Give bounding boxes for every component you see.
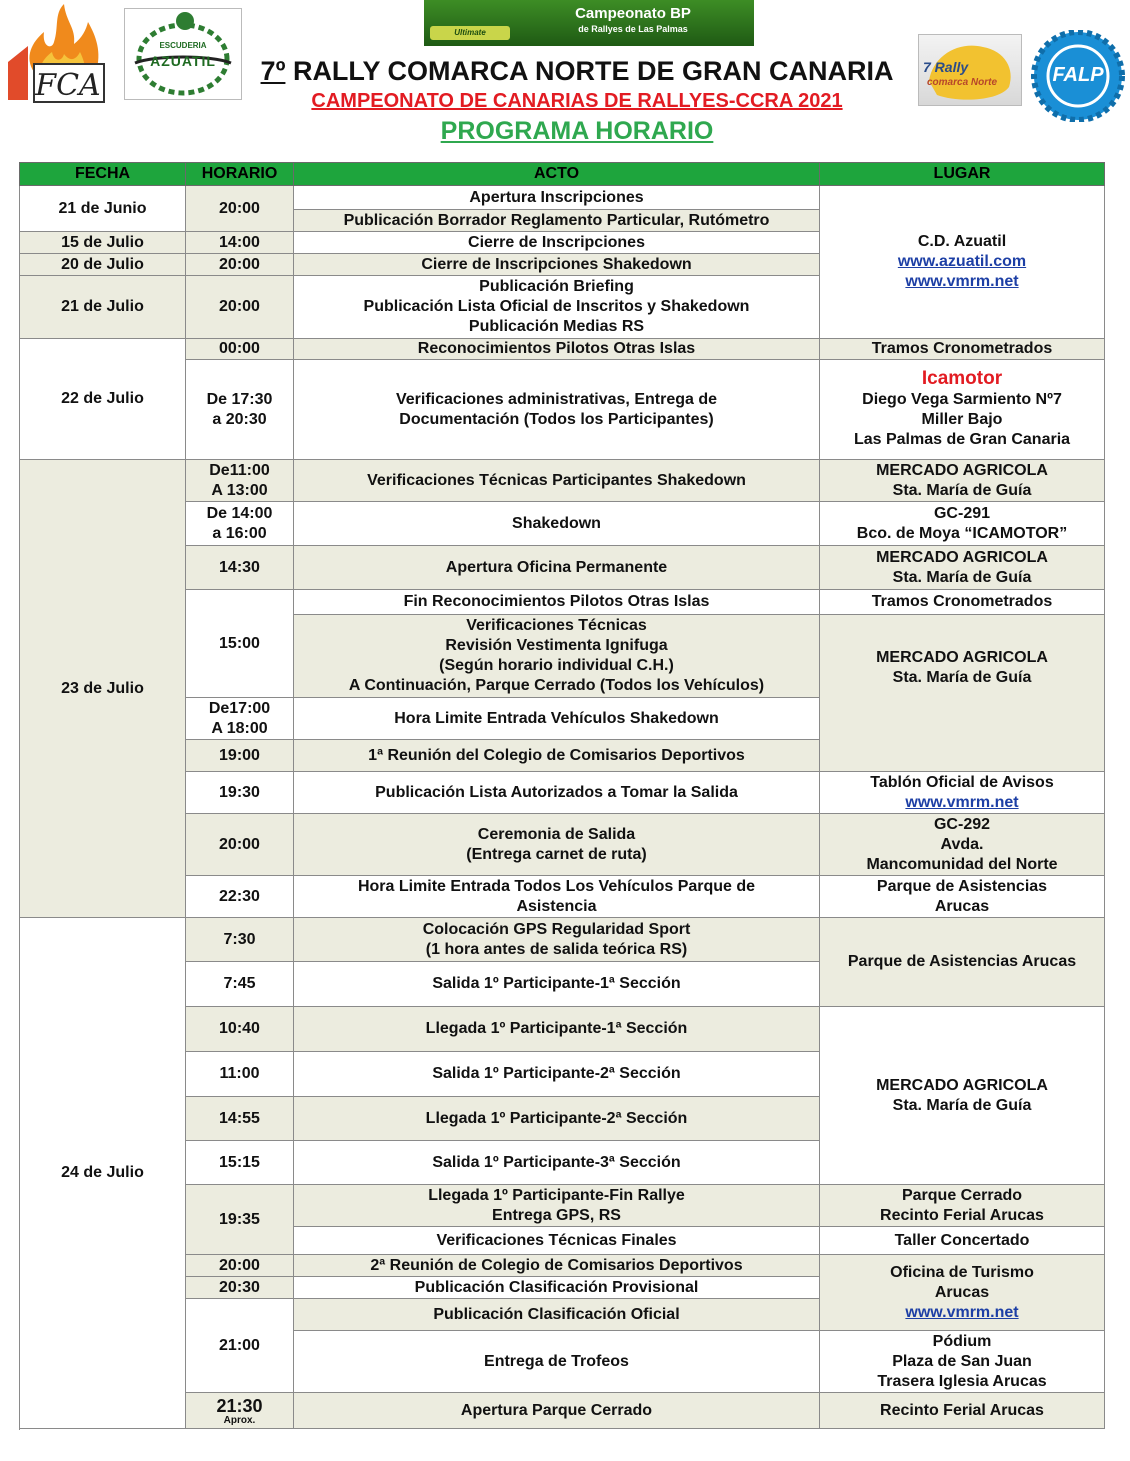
acto-cell: Salida 1º Participante-1ª Sección bbox=[294, 962, 820, 1007]
acto-cell: Apertura Oficina Permanente bbox=[294, 546, 820, 590]
lugar-cell: Taller Concertado bbox=[820, 1227, 1105, 1255]
lugar-cell bbox=[820, 186, 1105, 339]
escuderia-azuatil-logo bbox=[124, 8, 242, 100]
lugar-line: Arucas bbox=[934, 897, 990, 915]
vmrm-link[interactable]: www.vmrm.net bbox=[905, 1303, 1019, 1321]
table-row bbox=[20, 186, 1105, 210]
lugar-cell bbox=[820, 360, 1105, 460]
falp-logo-text: FALP bbox=[1052, 64, 1104, 86]
lugar-line: Plaza de San Juan bbox=[892, 1352, 1032, 1370]
lugar-line: MERCADO AGRICOLA bbox=[876, 461, 1048, 479]
acto-cell bbox=[294, 615, 820, 698]
lugar-line: Parque de Asistencias bbox=[876, 877, 1048, 895]
horario-line: A 18:00 bbox=[211, 719, 268, 737]
header-lugar: LUGAR bbox=[820, 163, 1105, 186]
lugar-cell: Recinto Ferial Arucas bbox=[820, 1393, 1105, 1429]
acto-cell: Entrega de Trofeos bbox=[294, 1331, 820, 1393]
falp-logo bbox=[1030, 30, 1126, 122]
lugar-line: Sta. María de Guía bbox=[892, 1096, 1032, 1114]
acto-cell: Cierre de Inscripciones bbox=[294, 232, 820, 254]
horario-cell: 20:00 bbox=[186, 186, 294, 232]
rally7-logo-subtitle: comarca Norte bbox=[927, 77, 998, 88]
acto-cell: Publicación Borrador Reglamento Particular, Rutómetro bbox=[294, 210, 820, 232]
horario-line: A 13:00 bbox=[211, 481, 268, 499]
svg-text:FCA: FCA bbox=[35, 68, 101, 103]
lugar-line: Parque Cerrado bbox=[901, 1186, 1023, 1204]
lugar-line: MERCADO AGRICOLA bbox=[876, 1076, 1048, 1094]
azuatil-escuderia-text: ESCUDERIA bbox=[159, 41, 207, 50]
acto-cell: Hora Limite Entrada Vehículos Shakedown bbox=[294, 698, 820, 740]
acto-cell: Fin Reconocimientos Pilotos Otras Islas bbox=[294, 590, 820, 615]
horario-cell: 19:00 bbox=[186, 740, 294, 772]
lugar-cell: Parque de Asistencias Arucas bbox=[820, 918, 1105, 1007]
lugar-line: Pódium bbox=[932, 1332, 992, 1350]
horario-cell bbox=[186, 360, 294, 460]
horario-cell: 21:00 bbox=[186, 1299, 294, 1393]
horario-cell: 22:30 bbox=[186, 876, 294, 918]
header-fecha: FECHA bbox=[20, 163, 186, 186]
horario-cell: 14:55 bbox=[186, 1097, 294, 1141]
header-acto: ACTO bbox=[294, 163, 820, 186]
horario-cell: 20:30 bbox=[186, 1277, 294, 1299]
acto-cell: 2ª Reunión de Colegio de Comisarios Deportivos bbox=[294, 1255, 820, 1277]
acto-line: (Según horario individual C.H.) bbox=[439, 657, 674, 674]
horario-line: De 17:30 bbox=[206, 390, 273, 408]
horario-cell: 11:00 bbox=[186, 1052, 294, 1097]
acto-cell: Verificaciones Técnicas Finales bbox=[294, 1227, 820, 1255]
lugar-line: Miller Bajo bbox=[921, 411, 1003, 428]
horario-cell: 19:35 bbox=[186, 1185, 294, 1255]
lugar-cell: Tramos Cronometrados bbox=[820, 590, 1105, 615]
horario-note: Aprox. bbox=[223, 1414, 256, 1426]
horario-cell: 15:00 bbox=[186, 590, 294, 698]
lugar-line: Recinto Ferial Arucas bbox=[880, 1206, 1044, 1224]
acto-cell: Publicación Clasificación Oficial bbox=[294, 1299, 820, 1331]
vmrm-link[interactable]: www.vmrm.net bbox=[905, 793, 1019, 811]
horario-cell: 20:00 bbox=[186, 254, 294, 276]
acto-line: Asistencia bbox=[516, 897, 597, 915]
acto-line: Revisión Vestimenta Ignifuga bbox=[445, 637, 668, 654]
acto-cell: Apertura Parque Cerrado bbox=[294, 1393, 820, 1429]
lugar-cell bbox=[820, 814, 1105, 876]
acto-cell bbox=[294, 814, 820, 876]
table-header-row bbox=[20, 163, 1105, 186]
acto-cell bbox=[294, 876, 820, 918]
bp-logo-title: Campeonato BP bbox=[575, 5, 691, 22]
acto-cell: Verificaciones Técnicas Participantes Shakedown bbox=[294, 460, 820, 502]
lugar-line: Bco. de Moya “ICAMOTOR” bbox=[856, 524, 1068, 542]
lugar-cell bbox=[820, 1007, 1105, 1185]
acto-cell: Shakedown bbox=[294, 502, 820, 546]
lugar-line: Arucas bbox=[934, 1283, 990, 1301]
lugar-cell bbox=[820, 502, 1105, 546]
schedule-table bbox=[19, 162, 1105, 1429]
fecha-cell: 21 de Junio bbox=[20, 186, 186, 232]
lugar-cell bbox=[820, 615, 1105, 772]
program-heading: PROGRAMA HORARIO bbox=[440, 117, 714, 145]
table-row bbox=[20, 460, 1105, 502]
header-horario: HORARIO bbox=[186, 163, 294, 186]
acto-line: Ceremonia de Salida bbox=[477, 825, 636, 843]
lugar-line: GC-291 bbox=[933, 504, 991, 522]
acto-line: Hora Limite Entrada Todos Los Vehículos Parque de bbox=[357, 877, 756, 895]
fecha-cell: 24 de Julio bbox=[20, 918, 186, 1429]
rally-title-number: 7º bbox=[260, 56, 286, 86]
lugar-line: Las Palmas de Gran Canaria bbox=[853, 431, 1071, 448]
acto-cell: Cierre de Inscripciones Shakedown bbox=[294, 254, 820, 276]
lugar-line: Sta. María de Guía bbox=[892, 481, 1032, 499]
bp-logo-subtitle: de Rallyes de Las Palmas bbox=[578, 24, 688, 34]
horario-cell: 20:00 bbox=[186, 276, 294, 339]
lugar-line: Sta. María de Guía bbox=[892, 568, 1032, 586]
lugar-line: MERCADO AGRICOLA bbox=[876, 548, 1048, 566]
lugar-cell bbox=[820, 460, 1105, 502]
acto-cell: Salida 1º Participante-2ª Sección bbox=[294, 1052, 820, 1097]
lugar-line: Sta. María de Guía bbox=[892, 669, 1032, 686]
lugar-line: C.D. Azuatil bbox=[917, 233, 1007, 250]
acto-cell bbox=[294, 1185, 820, 1227]
acto-line: (Entrega carnet de ruta) bbox=[466, 845, 647, 863]
horario-line: De11:00 bbox=[209, 461, 270, 479]
horario-line: a 16:00 bbox=[212, 524, 267, 542]
acto-cell: Reconocimientos Pilotos Otras Islas bbox=[294, 339, 820, 360]
bp-ultimate-badge: Ultimate bbox=[430, 26, 510, 40]
lugar-line: Avda. bbox=[940, 835, 984, 853]
lugar-line: Trasera Iglesia Arucas bbox=[877, 1372, 1047, 1390]
acto-line: Publicación Briefing bbox=[479, 278, 634, 295]
acto-cell: Apertura Inscripciones bbox=[294, 186, 820, 210]
championship-subtitle: CAMPEONATO DE CANARIAS DE RALLYES-CCRA 2021 bbox=[311, 90, 843, 112]
horario-cell: 20:00 bbox=[186, 1255, 294, 1277]
rally-title-text: RALLY COMARCA NORTE DE GRAN CANARIA bbox=[285, 56, 894, 86]
azuatil-name-text: AZUATIL bbox=[150, 53, 216, 69]
acto-line: (1 hora antes de salida teórica RS) bbox=[425, 940, 688, 958]
lugar-cell bbox=[820, 546, 1105, 590]
horario-line: 21:30 bbox=[216, 1395, 263, 1416]
horario-cell: 10:40 bbox=[186, 1007, 294, 1052]
fecha-cell: 20 de Julio bbox=[20, 254, 186, 276]
acto-line: Publicación Lista Oficial de Inscritos y Shakedown bbox=[363, 298, 750, 315]
fecha-cell: 15 de Julio bbox=[20, 232, 186, 254]
horario-cell: 19:30 bbox=[186, 772, 294, 814]
page-header bbox=[0, 0, 1130, 160]
azuatil-link[interactable]: www.azuatil.com bbox=[897, 253, 1027, 270]
lugar-cell bbox=[820, 1185, 1105, 1227]
acto-line: Verificaciones Técnicas bbox=[466, 617, 647, 634]
acto-line: Publicación Medias RS bbox=[468, 318, 645, 335]
acto-cell bbox=[294, 276, 820, 339]
horario-cell: 7:30 bbox=[186, 918, 294, 962]
horario-line: De 14:00 bbox=[206, 504, 273, 522]
table-row bbox=[20, 339, 1105, 360]
fecha-cell: 21 de Julio bbox=[20, 276, 186, 339]
horario-cell: 14:00 bbox=[186, 232, 294, 254]
lugar-line: Tablón Oficial de Avisos bbox=[870, 773, 1054, 791]
acto-cell bbox=[294, 360, 820, 460]
acto-cell: Llegada 1º Participante-2ª Sección bbox=[294, 1097, 820, 1141]
fecha-cell: 23 de Julio bbox=[20, 460, 186, 918]
acto-line: A Continuación, Parque Cerrado (Todos los Vehículos) bbox=[348, 677, 765, 694]
acto-line: Llegada 1º Participante-Fin Rallye bbox=[428, 1186, 685, 1204]
lugar-line: Diego Vega Sarmiento Nº7 bbox=[862, 391, 1062, 408]
lugar-cell bbox=[820, 876, 1105, 918]
fca-logo bbox=[4, 2, 112, 104]
icamotor-brand: Icamotor bbox=[921, 368, 1003, 389]
horario-cell: 7:45 bbox=[186, 962, 294, 1007]
horario-cell bbox=[186, 698, 294, 740]
horario-cell bbox=[186, 460, 294, 502]
acto-cell: 1ª Reunión del Colegio de Comisarios Deportivos bbox=[294, 740, 820, 772]
horario-line: De17:00 bbox=[208, 699, 271, 717]
lugar-cell bbox=[820, 772, 1105, 814]
horario-cell: 14:30 bbox=[186, 546, 294, 590]
acto-cell: Publicación Clasificación Provisional bbox=[294, 1277, 820, 1299]
rally7-logo-title: 7 Rally bbox=[923, 59, 969, 75]
horario-cell bbox=[186, 502, 294, 546]
horario-cell: 00:00 bbox=[186, 339, 294, 360]
lugar-cell bbox=[820, 1331, 1105, 1393]
rally-comarca-norte-logo bbox=[918, 34, 1022, 106]
lugar-line: Oficina de Turismo bbox=[890, 1263, 1034, 1281]
acto-line: Documentación (Todos los Participantes) bbox=[399, 410, 714, 428]
lugar-line: MERCADO AGRICOLA bbox=[876, 649, 1048, 666]
acto-cell bbox=[294, 918, 820, 962]
acto-cell: Salida 1º Participante-3ª Sección bbox=[294, 1141, 820, 1185]
campeonato-bp-logo bbox=[424, 0, 754, 46]
vmrm-link[interactable]: www.vmrm.net bbox=[905, 273, 1019, 290]
lugar-line: Mancomunidad del Norte bbox=[866, 855, 1058, 873]
lugar-cell: Tramos Cronometrados bbox=[820, 339, 1105, 360]
acto-cell: Publicación Lista Autorizados a Tomar la Salida bbox=[294, 772, 820, 814]
lugar-cell bbox=[820, 1255, 1105, 1331]
horario-line: a 20:30 bbox=[212, 410, 267, 428]
acto-line: Verificaciones administrativas, Entrega de bbox=[395, 390, 718, 408]
horario-cell: 15:15 bbox=[186, 1141, 294, 1185]
acto-line: Entrega GPS, RS bbox=[492, 1206, 621, 1224]
table-row bbox=[20, 918, 1105, 962]
fca-flame-icon bbox=[4, 2, 112, 104]
acto-cell: Llegada 1º Participante-1ª Sección bbox=[294, 1007, 820, 1052]
horario-cell bbox=[186, 1393, 294, 1429]
acto-line: Colocación GPS Regularidad Sport bbox=[422, 920, 691, 938]
fecha-cell: 22 de Julio bbox=[20, 339, 186, 460]
lugar-line: GC-292 bbox=[933, 815, 991, 833]
rally-title bbox=[232, 56, 922, 86]
horario-cell: 20:00 bbox=[186, 814, 294, 876]
